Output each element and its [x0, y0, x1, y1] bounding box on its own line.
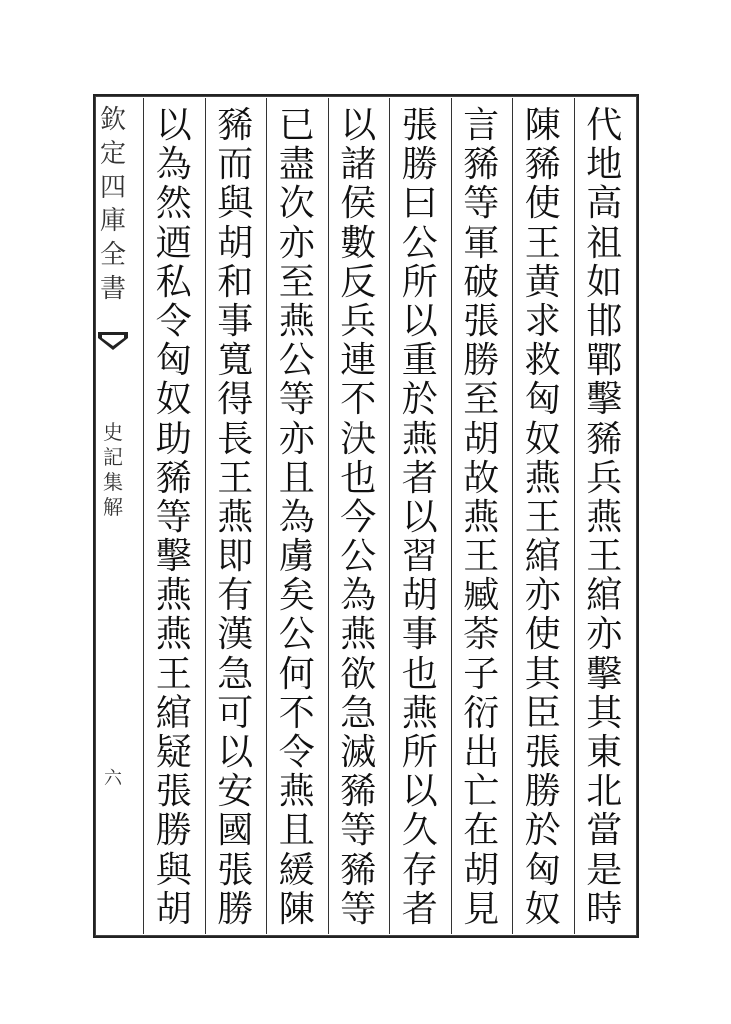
text-char: 王 [155, 653, 192, 695]
text-char: 豨 [217, 105, 254, 146]
text-char: 以 [340, 105, 377, 146]
text-char: 當 [586, 810, 623, 852]
text-char: 且 [278, 810, 315, 852]
text-char: 公 [340, 536, 377, 578]
text-char: 胡 [217, 222, 254, 264]
text-column [271, 105, 323, 930]
text-char: 滅 [340, 732, 377, 773]
page-number: 六 [104, 768, 122, 789]
text-char: 荼 [463, 614, 500, 656]
text-char: 矣 [278, 575, 315, 617]
margin-header-char: 定 [99, 138, 126, 169]
text-char: 可 [217, 692, 254, 734]
text-char: 燕 [340, 614, 377, 656]
text-column [455, 105, 507, 930]
text-char: 奴 [524, 418, 561, 460]
text-char: 事 [217, 300, 254, 342]
text-char: 豨 [524, 144, 561, 186]
text-char: 與 [155, 849, 192, 891]
text-char: 張 [155, 771, 192, 813]
text-char: 有 [217, 575, 254, 617]
text-char: 公 [278, 614, 315, 656]
column-rule [328, 98, 329, 934]
text-char: 東 [586, 732, 623, 773]
text-char: 盡 [278, 144, 315, 186]
text-char: 急 [217, 653, 254, 695]
text-char: 陳 [524, 105, 561, 146]
text-char: 張 [217, 849, 254, 891]
text-char: 燕 [401, 418, 438, 460]
text-char: 奴 [524, 888, 561, 930]
margin-header-char: 四 [99, 172, 126, 203]
column-rule [574, 98, 575, 934]
text-char: 兵 [340, 300, 377, 342]
book-title-char: 集 [103, 470, 123, 494]
text-char: 亦 [524, 575, 561, 617]
text-column [148, 105, 200, 930]
text-char: 以 [155, 105, 192, 146]
text-char: 豨 [340, 849, 377, 891]
text-column [517, 105, 569, 930]
text-char: 者 [401, 457, 438, 499]
text-char: 得 [217, 379, 254, 421]
text-char: 見 [463, 888, 500, 930]
column-rule [143, 98, 144, 934]
text-char: 公 [278, 340, 315, 382]
book-title-char: 解 [103, 495, 123, 519]
text-char: 曰 [401, 183, 438, 225]
text-char: 胡 [463, 849, 500, 891]
text-char: 故 [463, 457, 500, 499]
text-char: 地 [586, 144, 623, 186]
text-char: 子 [463, 653, 500, 695]
text-char: 急 [340, 692, 377, 734]
text-column [578, 105, 630, 930]
text-char: 綰 [155, 692, 192, 734]
text-column [394, 105, 446, 930]
text-char: 為 [278, 496, 315, 538]
column-rule [451, 98, 452, 934]
text-char: 勝 [155, 810, 192, 852]
text-char: 私 [155, 261, 192, 303]
text-char: 者 [401, 888, 438, 930]
text-char: 等 [278, 379, 315, 421]
text-char: 諸 [340, 144, 377, 186]
text-column [332, 105, 384, 930]
text-char: 匈 [155, 340, 192, 382]
text-char: 於 [401, 379, 438, 421]
text-char: 救 [524, 340, 561, 382]
text-char: 如 [586, 261, 623, 303]
text-char: 鄲 [586, 340, 623, 382]
text-char: 王 [217, 457, 254, 499]
text-char: 勝 [463, 340, 500, 382]
text-char: 擊 [155, 536, 192, 578]
text-char: 祖 [586, 222, 623, 264]
text-char: 燕 [401, 692, 438, 734]
text-char: 匈 [524, 849, 561, 891]
text-char: 陳 [278, 888, 315, 930]
text-char: 寬 [217, 340, 254, 382]
text-char: 燕 [155, 614, 192, 656]
text-char: 燕 [155, 575, 192, 617]
text-char: 疑 [155, 732, 192, 773]
text-char: 虜 [278, 536, 315, 578]
text-char: 破 [463, 261, 500, 303]
text-char: 擊 [586, 653, 623, 695]
text-char: 所 [401, 732, 438, 773]
text-char: 北 [586, 771, 623, 813]
text-char: 為 [340, 575, 377, 617]
text-char: 侯 [340, 183, 377, 225]
text-char: 次 [278, 183, 315, 225]
text-char: 勝 [401, 144, 438, 186]
text-char: 迺 [155, 222, 192, 264]
text-char: 至 [463, 379, 500, 421]
text-char: 不 [340, 379, 377, 421]
text-char: 擊 [586, 379, 623, 421]
text-char: 使 [524, 183, 561, 225]
text-char: 張 [524, 732, 561, 773]
text-char: 亦 [586, 614, 623, 656]
text-char: 其 [586, 692, 623, 734]
book-title-char: 史 [103, 420, 123, 444]
text-char: 王 [524, 496, 561, 538]
text-char: 存 [401, 849, 438, 891]
text-char: 匈 [524, 379, 561, 421]
text-char: 使 [524, 614, 561, 656]
text-char: 等 [155, 496, 192, 538]
text-char: 燕 [586, 496, 623, 538]
text-char: 與 [217, 183, 254, 225]
text-char: 數 [340, 222, 377, 264]
margin-header-char: 庫 [99, 206, 126, 237]
text-char: 亦 [278, 418, 315, 460]
text-char: 時 [586, 888, 623, 930]
text-char: 燕 [278, 771, 315, 813]
text-char: 所 [401, 261, 438, 303]
text-char: 胡 [463, 418, 500, 460]
text-char: 令 [278, 732, 315, 773]
text-char: 然 [155, 183, 192, 225]
text-char: 事 [401, 614, 438, 656]
text-char: 等 [340, 810, 377, 852]
text-char: 胡 [401, 575, 438, 617]
text-char: 緩 [278, 849, 315, 891]
text-char: 今 [340, 496, 377, 538]
text-char: 長 [217, 418, 254, 460]
text-char: 於 [524, 810, 561, 852]
text-char: 為 [155, 144, 192, 186]
text-char: 安 [217, 771, 254, 813]
text-char: 以 [401, 300, 438, 342]
text-char: 以 [401, 771, 438, 813]
text-char: 言 [463, 105, 500, 146]
text-char: 何 [278, 653, 315, 695]
text-char: 勝 [217, 888, 254, 930]
text-char: 求 [524, 300, 561, 342]
text-char: 決 [340, 418, 377, 460]
text-char: 燕 [278, 300, 315, 342]
text-char: 張 [401, 105, 438, 146]
text-char: 在 [463, 810, 500, 852]
text-char: 奴 [155, 379, 192, 421]
margin-header-char: 書 [99, 273, 126, 304]
text-char: 公 [401, 222, 438, 264]
text-char: 臣 [524, 692, 561, 734]
text-char: 不 [278, 692, 315, 734]
text-char: 和 [217, 261, 254, 303]
text-char: 軍 [463, 222, 500, 264]
text-char: 是 [586, 849, 623, 891]
text-char: 其 [524, 653, 561, 695]
text-char: 等 [340, 888, 377, 930]
text-char: 張 [463, 300, 500, 342]
text-char: 王 [463, 536, 500, 578]
column-rule [205, 98, 206, 934]
text-char: 以 [217, 732, 254, 773]
text-char: 也 [340, 457, 377, 499]
text-char: 豨 [340, 771, 377, 813]
text-char: 以 [401, 496, 438, 538]
text-char: 已 [278, 105, 315, 146]
text-char: 燕 [217, 496, 254, 538]
book-title-char: 記 [103, 445, 123, 469]
text-char: 黄 [524, 261, 561, 303]
text-char: 也 [401, 653, 438, 695]
column-rule [512, 98, 513, 934]
text-char: 至 [278, 261, 315, 303]
text-char: 亦 [278, 222, 315, 264]
text-char: 等 [463, 183, 500, 225]
column-rule [389, 98, 390, 934]
text-char: 久 [401, 810, 438, 852]
text-char: 邯 [586, 300, 623, 342]
text-char: 重 [401, 340, 438, 382]
text-char: 習 [401, 536, 438, 578]
text-char: 代 [586, 105, 623, 146]
text-char: 高 [586, 183, 623, 225]
fishtail-ornament [96, 330, 130, 352]
text-char: 助 [155, 418, 192, 460]
text-char: 勝 [524, 771, 561, 813]
book-title [100, 420, 126, 520]
text-char: 反 [340, 261, 377, 303]
text-char: 豨 [155, 457, 192, 499]
text-char: 欲 [340, 653, 377, 695]
text-char: 令 [155, 300, 192, 342]
text-char: 且 [278, 457, 315, 499]
text-char: 即 [217, 536, 254, 578]
text-char: 漢 [217, 614, 254, 656]
text-char: 王 [586, 536, 623, 578]
text-char: 綰 [524, 536, 561, 578]
text-char: 豨 [586, 418, 623, 460]
margin-header [98, 104, 128, 307]
text-char: 燕 [463, 496, 500, 538]
margin-header-char: 欽 [99, 105, 126, 135]
text-char: 燕 [524, 457, 561, 499]
text-char: 連 [340, 340, 377, 382]
text-char: 出 [463, 732, 500, 773]
text-char: 臧 [463, 575, 500, 617]
text-char: 胡 [155, 888, 192, 930]
column-rule [266, 98, 267, 934]
text-char: 而 [217, 144, 254, 186]
margin-header-char: 全 [99, 240, 126, 271]
text-char: 綰 [586, 575, 623, 617]
text-char: 豨 [463, 144, 500, 186]
text-char: 王 [524, 222, 561, 264]
text-char: 兵 [586, 457, 623, 499]
text-char: 衍 [463, 692, 500, 734]
text-char: 亡 [463, 771, 500, 813]
text-char: 國 [217, 810, 254, 852]
text-column [209, 105, 261, 930]
